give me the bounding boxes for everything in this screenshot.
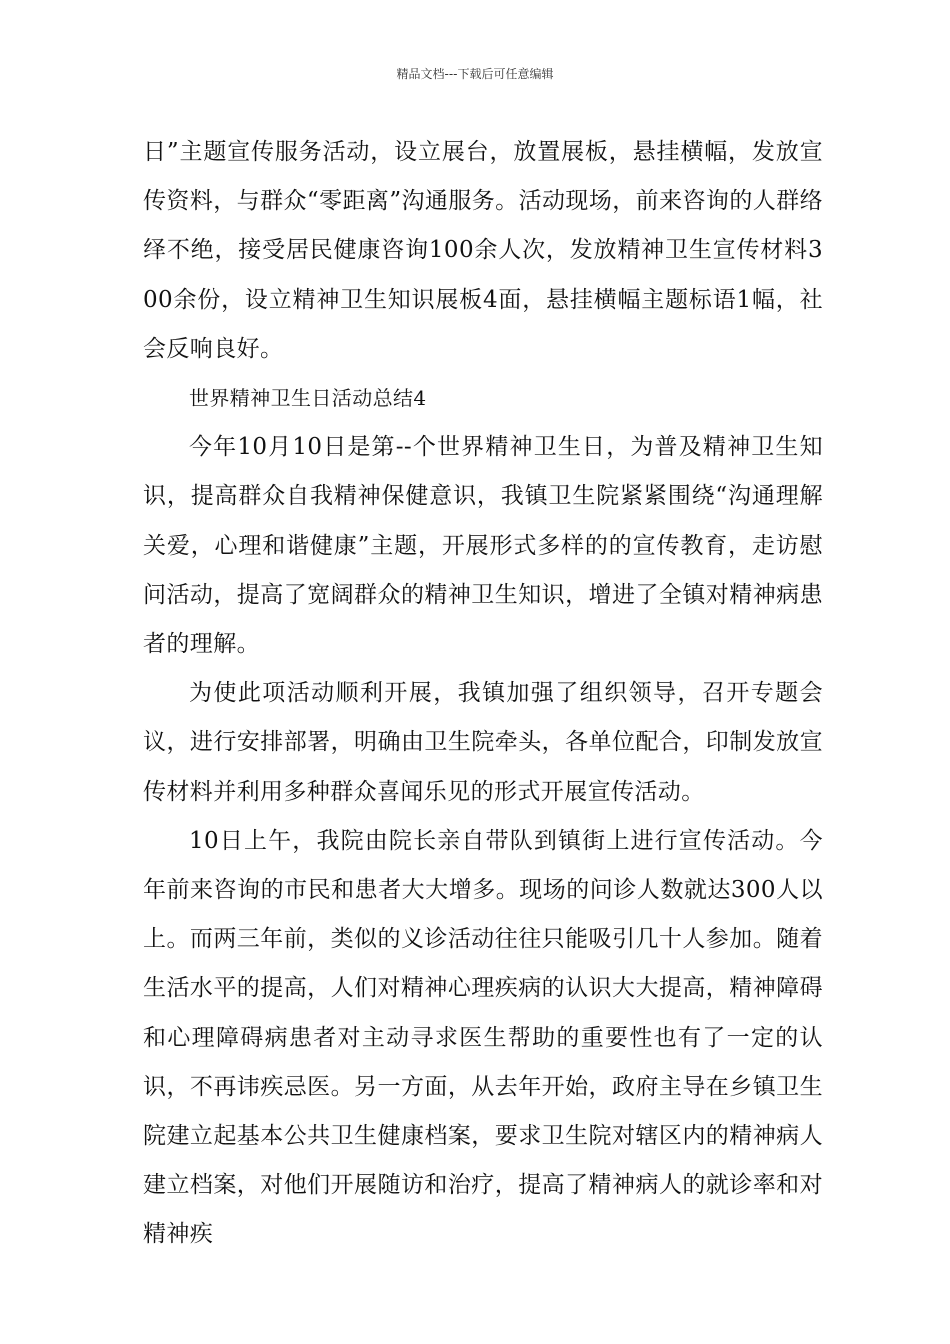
paragraph-activity: 10日上午，我院由院长亲自带队到镇街上进行宣传活动。今年前来咨询的市民和患者大大增多。现场的问诊人数就达300人以上。而两三年前，类似的义诊活动往往只能吸引几十人参加。随着生活水平的提高，人们对精神心理疾病的认识大大提高，精神障碍和心理障碍病患者对主动寻求医生帮助的重要性也有了一定的认识，不再讳疾忌医。另一方面，从去年开始，政府主导在乡镇卫生院建立起基本公共卫生健康档案，要求卫生院对辖区内的精神病人建立档案，对他们开展随访和治疗，提高了精神病人的就诊率和对精神疾	[143, 827, 823, 1248]
section-heading: 世界精神卫生日活动总结4	[189, 386, 427, 411]
paragraph-organization: 为使此项活动顺利开展，我镇加强了组织领导，召开专题会议，进行安排部署，明确由卫生院牵头，各单位配合，印制发放宣传材料并利用多种群众喜闻乐见的形式开展宣传活动。	[143, 680, 823, 805]
paragraph-intro: 今年10月10日是第--个世界精神卫生日，为普及精神卫生知识，提高群众自我精神保健意识，我镇卫生院紧紧围绕“沟通理解关爱，心理和谐健康”主题，开展形式多样的的宣传教育，走访慰问活动，提高了宽阔群众的精神卫生知识，增进了全镇对精神病患者的理解。	[143, 434, 823, 658]
paragraph-continuation: 日”主题宣传服务活动，设立展台，放置展板，悬挂横幅，发放宣传资料，与群众“零距离”沟通服务。活动现场，前来咨询的人群络绎不绝，接受居民健康咨询100余人次，发放精神卫生宣传材料300余份，设立精神卫生知识展板4面，悬挂横幅主题标语1幅，社会反响良好。	[143, 139, 823, 362]
page-header: 精品文档---下载后可任意编辑	[396, 67, 554, 81]
document-body	[143, 128, 823, 1260]
